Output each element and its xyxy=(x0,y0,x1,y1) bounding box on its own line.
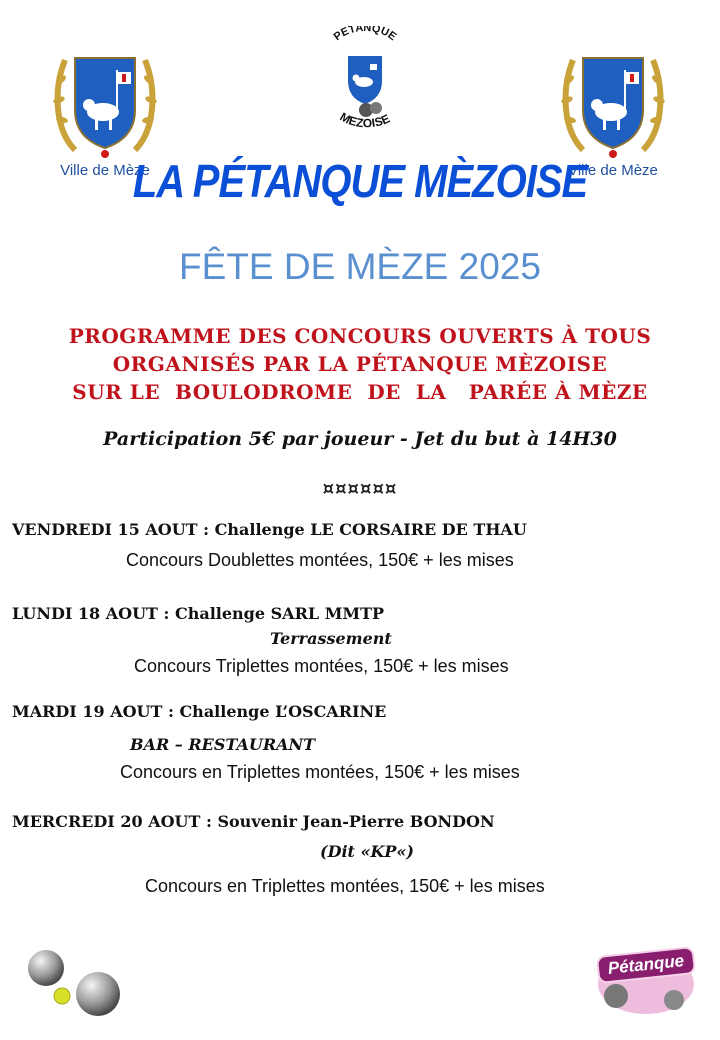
svg-text:PETANQUE xyxy=(332,26,399,43)
programme-line: ORGANISÉS PAR LA PÉTANQUE MÈZOISE xyxy=(112,352,608,376)
event-subtitle: (Dit «KP«) xyxy=(320,842,414,861)
event-description: Concours Doublettes montées, 150€ + les mises xyxy=(126,550,514,570)
crest-caption: Ville de Mèze xyxy=(60,162,150,179)
event-day-line: LUNDI 18 AOUT : Challenge SARL MMTP xyxy=(12,604,385,623)
club-logo-top-text: PETANQUE xyxy=(331,26,399,44)
club-title: LA PÉTANQUE MÈZOISE xyxy=(132,156,588,208)
event-title: FÊTE DE MÈZE 2025 xyxy=(179,246,541,287)
petanque-logo xyxy=(586,934,702,1020)
boules-icon xyxy=(26,948,126,1018)
programme-heading xyxy=(0,322,720,406)
event-description: Concours en Triplettes montées, 150€ + les mises xyxy=(120,762,520,782)
event-description: Concours en Triplettes montées, 150€ + les mises xyxy=(145,876,545,896)
separator: ¤¤¤¤¤¤ xyxy=(322,478,398,499)
event-day-line: MARDI 19 AOUT : Challenge L’OSCARINE xyxy=(12,702,387,721)
club-logo-bottom-text: MEZOISE xyxy=(337,109,393,131)
crest-shield-icon xyxy=(553,50,673,160)
club-logo-icon xyxy=(320,26,410,136)
participation-info: Participation 5€ par joueur - Jet du but à 14H30 xyxy=(103,428,617,450)
event-day-line: VENDREDI 15 AOUT : Challenge LE CORSAIRE DE THAU xyxy=(12,520,527,539)
club-logo xyxy=(320,26,410,136)
crest-caption: Ville de Mèze xyxy=(568,162,658,179)
programme-line: SUR LE BOULODROME DE LA PARÉE À MÈZE xyxy=(72,380,648,404)
event-subtitle: Terrassement xyxy=(270,629,392,648)
event-day-line: MERCREDI 20 AOUT : Souvenir Jean-Pierre BONDON xyxy=(12,812,495,831)
crest-shield-icon xyxy=(45,50,165,160)
petanque-logo-text: Pétanque xyxy=(606,951,685,978)
petanque-logo-icon xyxy=(586,934,702,1020)
event-description: Concours Triplettes montées, 150€ + les mises xyxy=(134,656,509,676)
programme-line: PROGRAMME DES CONCOURS OUVERTS À TOUS xyxy=(68,324,652,348)
boules-image xyxy=(26,948,126,1018)
event-subtitle: BAR – RESTAURANT xyxy=(130,735,316,754)
